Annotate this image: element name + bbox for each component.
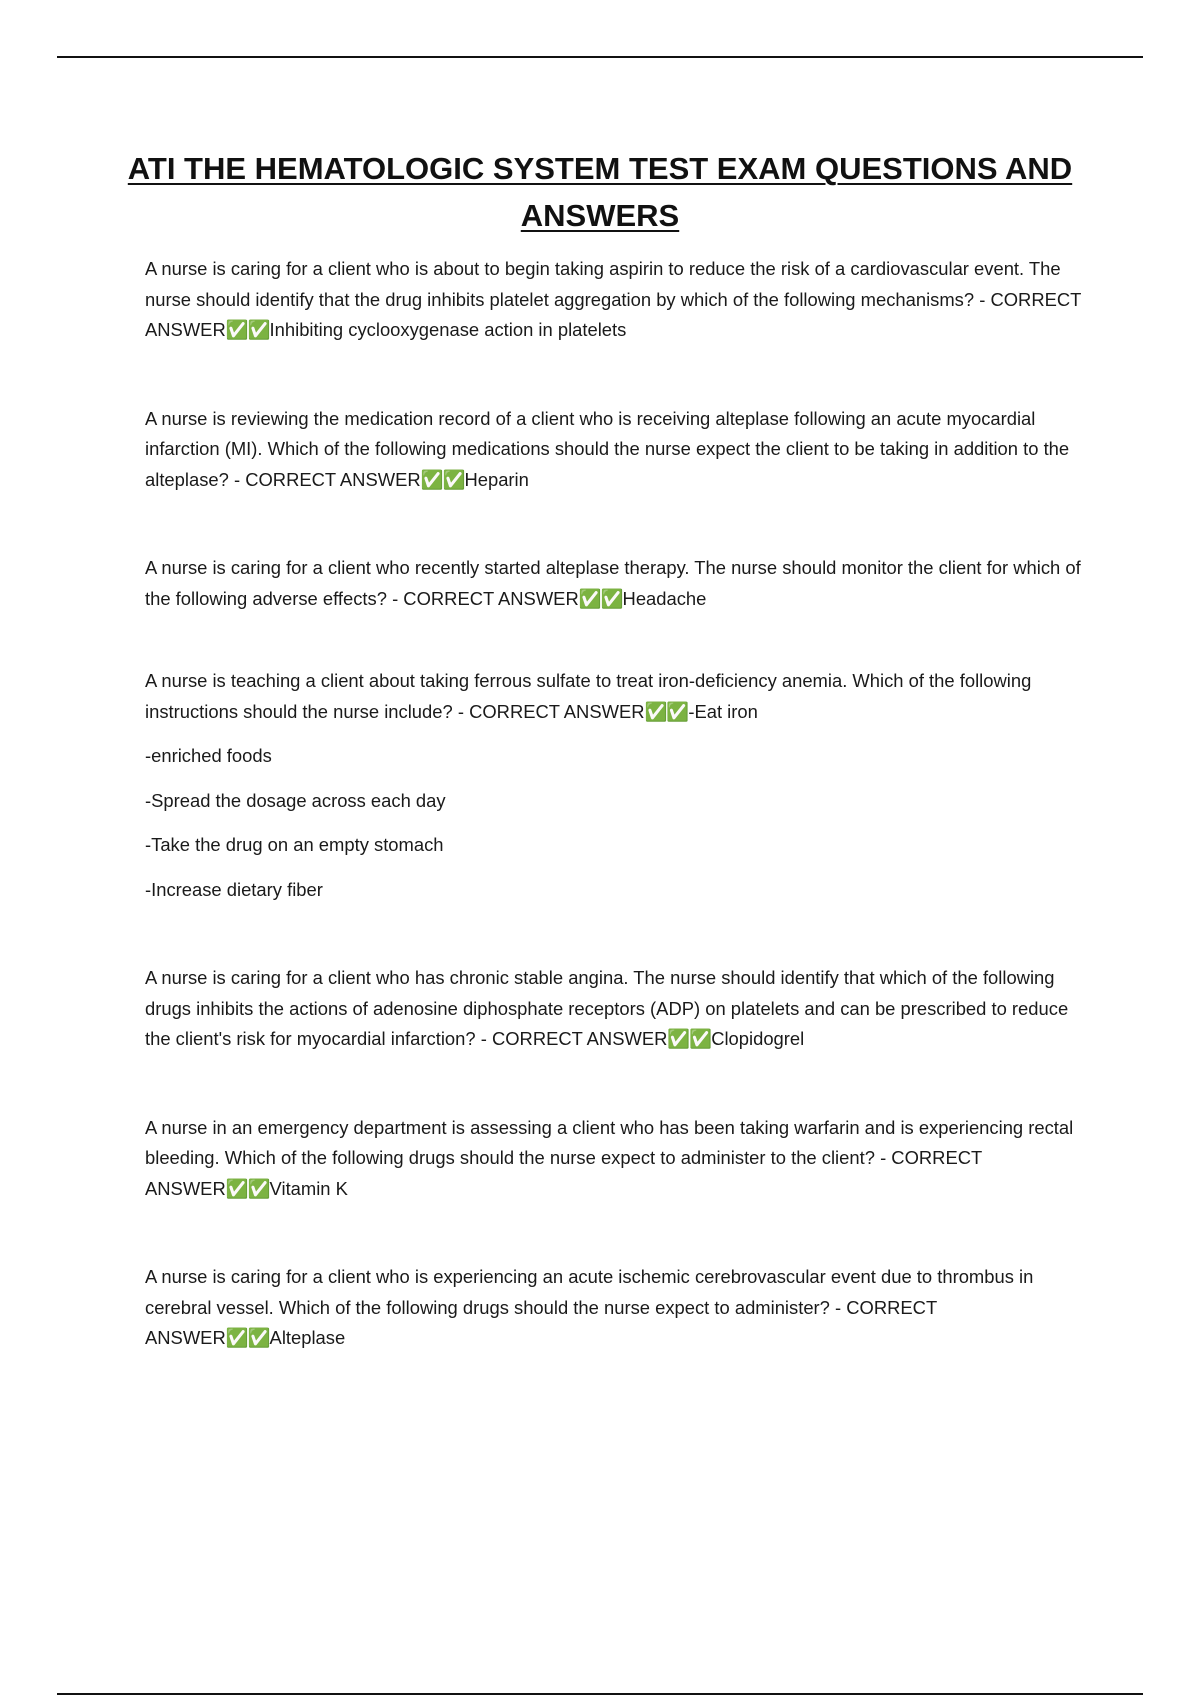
double-check-icon: ✅✅: [578, 587, 623, 609]
answer-continuation-line: -Increase dietary fiber: [145, 878, 323, 900]
header-rule: [57, 56, 1143, 58]
answer-marker: - CORRECT ANSWER: [457, 700, 645, 722]
qa-item-6: [145, 1113, 1085, 1205]
qa-item-1: [145, 254, 1085, 346]
double-check-icon: ✅✅: [225, 1177, 270, 1199]
answer-continuation-line: -enriched foods: [145, 745, 272, 766]
double-check-icon: ✅✅: [644, 700, 689, 722]
answer-marker: - CORRECT ANSWER: [145, 288, 1082, 340]
document-title: ATI THE HEMATOLOGIC SYSTEM TEST EXAM QUESTIONS AND ANSWERS: [127, 151, 1073, 233]
question-text: A nurse is teaching a client about taking ferrous sulfate to treat iron-deficiency anemia. Which of the following instructions should the nurse include?: [145, 670, 1032, 722]
qa-item-7: [145, 1262, 1085, 1354]
question-text: A nurse in an emergency department is assessing a client who has been taking warfarin and is experiencing rectal bleeding. Which of the following drugs should the nurse expect to administer to the client?: [145, 1116, 1074, 1168]
answer-continuation-line: -Take the drug on an empty stomach: [145, 834, 444, 855]
question-text: A nurse is caring for a client who recently started alteplase therapy. The nurse should monitor the client for which of the following adverse effects?: [145, 557, 1081, 609]
answer-continuation-line: -Spread the dosage across each day: [145, 789, 446, 811]
answer-text: Clopidogrel: [711, 1028, 805, 1049]
qa-item-5: [145, 963, 1085, 1055]
answer-marker: - CORRECT ANSWER: [392, 587, 579, 609]
double-check-icon: ✅✅: [225, 319, 270, 340]
qa-item-3: [145, 553, 1085, 614]
answer-marker: - CORRECT ANSWER: [480, 1028, 668, 1049]
answer-marker: - CORRECT ANSWER: [233, 468, 421, 490]
answer-text: Heparin: [464, 468, 529, 490]
double-check-icon: ✅✅: [225, 1327, 270, 1348]
answer-text: Inhibiting cyclooxygenase action in platelets: [269, 319, 627, 340]
footer-rule: [57, 1693, 1143, 1695]
question-text: A nurse is caring for a client who is experiencing an acute ischemic cerebrovascular event due to thrombus in cerebral vessel. Which of the following drugs should the nurse expect to administer?: [145, 1266, 1034, 1318]
question-text: A nurse is caring for a client who has chronic stable angina. The nurse should identify that which of the following drugs inhibits the actions of adenosine diphosphate receptors (ADP) on platelets and can be prescribed to reduce the client's risk for myocardial infarction?: [145, 967, 1069, 1049]
answer-marker: - CORRECT ANSWER: [145, 1296, 937, 1348]
qa-item-4: [145, 666, 1085, 727]
answer-text: Alteplase: [269, 1327, 346, 1348]
answer-text: Vitamin K: [269, 1177, 348, 1199]
question-text: A nurse is caring for a client who is about to begin taking aspirin to reduce the risk of a cardiovascular event. The nurse should identify that the drug inhibits platelet aggregation by which of the following mechanisms?: [145, 258, 1061, 310]
qa-item-2: [145, 404, 1085, 496]
answer-marker: - CORRECT ANSWER: [145, 1147, 982, 1199]
double-check-icon: ✅✅: [420, 468, 465, 490]
question-text: A nurse is reviewing the medication record of a client who is receiving alteplase following an acute myocardial infarction (MI). Which of the following medications should the nurse expect the client to be taking in addition to the alteplase?: [145, 407, 1070, 490]
answer-text: -Eat iron: [688, 700, 758, 722]
document-body: [145, 254, 1085, 1354]
double-check-icon: ✅✅: [667, 1028, 712, 1049]
answer-text: Headache: [622, 587, 707, 609]
